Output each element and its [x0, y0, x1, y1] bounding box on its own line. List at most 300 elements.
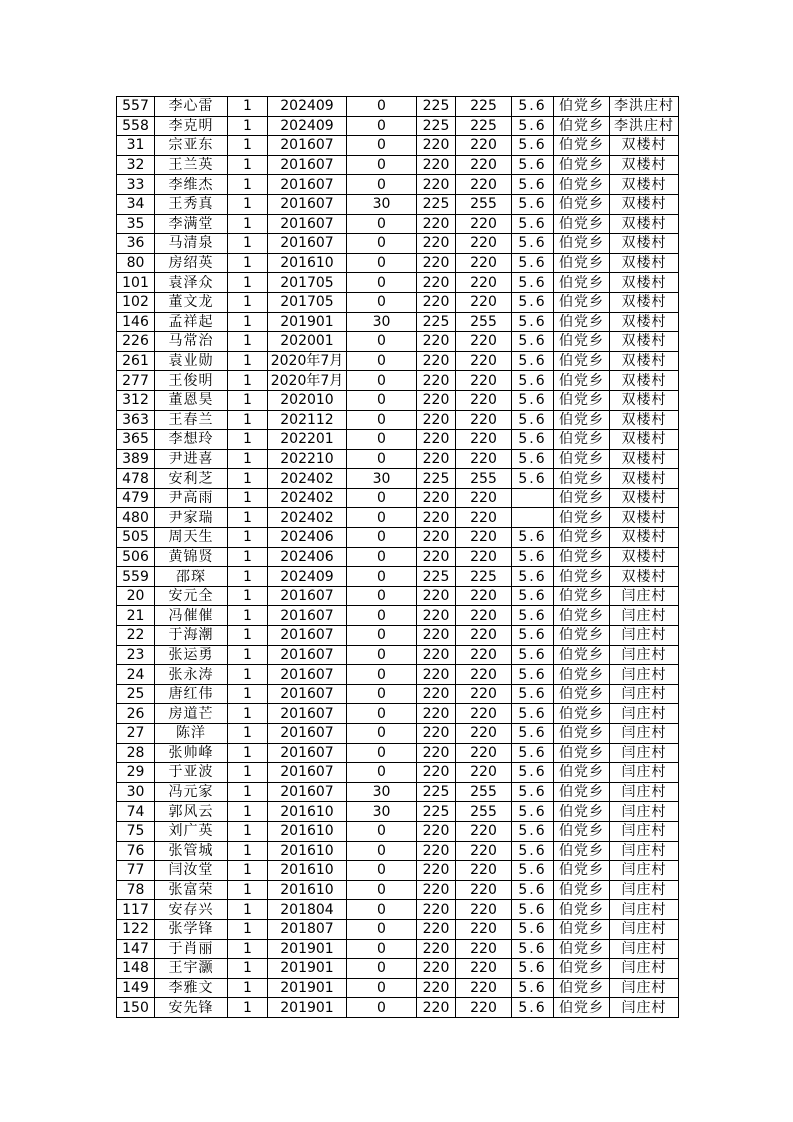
table-row: [117, 763, 679, 783]
extra-amount-cell: 0: [347, 155, 417, 175]
name-cell: 尹进喜: [155, 449, 228, 469]
base-amount-cell: 225: [417, 116, 456, 136]
rate-cell: 5.6: [512, 626, 554, 646]
row-number-cell: 277: [117, 371, 155, 391]
total-amount-cell: 225: [456, 97, 512, 117]
rate-cell: 5.6: [512, 430, 554, 450]
date-cell: 201607: [268, 175, 347, 195]
township-cell: 伯党乡: [554, 919, 610, 939]
base-amount-cell: 220: [417, 841, 456, 861]
rate-cell: 5.6: [512, 645, 554, 665]
township-cell: 伯党乡: [554, 351, 610, 371]
table-row: [117, 782, 679, 802]
village-cell: 双楼村: [610, 332, 679, 352]
township-cell: 伯党乡: [554, 116, 610, 136]
name-cell: 袁业勋: [155, 351, 228, 371]
date-cell: 2020年7月: [268, 351, 347, 371]
name-cell: 王春兰: [155, 410, 228, 430]
village-cell: 双楼村: [610, 351, 679, 371]
date-cell: 201607: [268, 782, 347, 802]
extra-amount-cell: 0: [347, 488, 417, 508]
row-number-cell: 26: [117, 704, 155, 724]
total-amount-cell: 220: [456, 665, 512, 685]
extra-amount-cell: 0: [347, 214, 417, 234]
row-number-cell: 30: [117, 782, 155, 802]
total-amount-cell: 220: [456, 684, 512, 704]
base-amount-cell: 220: [417, 939, 456, 959]
rate-cell: 5.6: [512, 998, 554, 1018]
name-cell: 袁泽众: [155, 273, 228, 293]
count-cell: 1: [228, 430, 268, 450]
table-row: [117, 253, 679, 273]
date-cell: 201607: [268, 194, 347, 214]
base-amount-cell: 220: [417, 684, 456, 704]
total-amount-cell: 220: [456, 214, 512, 234]
date-cell: 201610: [268, 802, 347, 822]
date-cell: 202406: [268, 528, 347, 548]
name-cell: 李克明: [155, 116, 228, 136]
township-cell: 伯党乡: [554, 821, 610, 841]
row-number-cell: 365: [117, 430, 155, 450]
village-cell: 李洪庄村: [610, 116, 679, 136]
count-cell: 1: [228, 743, 268, 763]
extra-amount-cell: 30: [347, 312, 417, 332]
rate-cell: 5.6: [512, 724, 554, 744]
extra-amount-cell: 0: [347, 724, 417, 744]
village-cell: 双楼村: [610, 253, 679, 273]
name-cell: 张学锋: [155, 919, 228, 939]
count-cell: 1: [228, 155, 268, 175]
rate-cell: 5.6: [512, 586, 554, 606]
table-row: [117, 488, 679, 508]
table-row: [117, 861, 679, 881]
count-cell: 1: [228, 782, 268, 802]
base-amount-cell: 220: [417, 449, 456, 469]
extra-amount-cell: 0: [347, 645, 417, 665]
row-number-cell: 363: [117, 410, 155, 430]
row-number-cell: 558: [117, 116, 155, 136]
row-number-cell: 479: [117, 488, 155, 508]
table-row: [117, 978, 679, 998]
base-amount-cell: 220: [417, 332, 456, 352]
extra-amount-cell: 0: [347, 841, 417, 861]
base-amount-cell: 225: [417, 97, 456, 117]
row-number-cell: 506: [117, 547, 155, 567]
date-cell: 202402: [268, 488, 347, 508]
date-cell: 202210: [268, 449, 347, 469]
township-cell: 伯党乡: [554, 567, 610, 587]
rate-cell: 5.6: [512, 606, 554, 626]
row-number-cell: 478: [117, 469, 155, 489]
rate-cell: 5.6: [512, 155, 554, 175]
table-row: [117, 410, 679, 430]
rate-cell: 5.6: [512, 371, 554, 391]
name-cell: 房道芒: [155, 704, 228, 724]
extra-amount-cell: 0: [347, 763, 417, 783]
township-cell: 伯党乡: [554, 273, 610, 293]
extra-amount-cell: 0: [347, 626, 417, 646]
base-amount-cell: 220: [417, 410, 456, 430]
row-number-cell: 78: [117, 880, 155, 900]
village-cell: 双楼村: [610, 136, 679, 156]
village-cell: 双楼村: [610, 292, 679, 312]
rate-cell: 5.6: [512, 880, 554, 900]
township-cell: 伯党乡: [554, 841, 610, 861]
rate-cell: 5.6: [512, 351, 554, 371]
total-amount-cell: 220: [456, 253, 512, 273]
date-cell: 202112: [268, 410, 347, 430]
village-cell: 双楼村: [610, 214, 679, 234]
count-cell: 1: [228, 567, 268, 587]
table-row: [117, 567, 679, 587]
date-cell: 201901: [268, 978, 347, 998]
table-row: [117, 821, 679, 841]
base-amount-cell: 220: [417, 390, 456, 410]
name-cell: 宗亚东: [155, 136, 228, 156]
village-cell: 闫庄村: [610, 841, 679, 861]
rate-cell: 5.6: [512, 116, 554, 136]
date-cell: 201901: [268, 939, 347, 959]
total-amount-cell: 220: [456, 371, 512, 391]
township-cell: 伯党乡: [554, 410, 610, 430]
base-amount-cell: 220: [417, 528, 456, 548]
count-cell: 1: [228, 312, 268, 332]
row-number-cell: 76: [117, 841, 155, 861]
total-amount-cell: 220: [456, 410, 512, 430]
rate-cell: [512, 508, 554, 528]
township-cell: 伯党乡: [554, 626, 610, 646]
table-row: [117, 97, 679, 117]
village-cell: 双楼村: [610, 528, 679, 548]
base-amount-cell: 220: [417, 488, 456, 508]
village-cell: 闫庄村: [610, 724, 679, 744]
rate-cell: 5.6: [512, 449, 554, 469]
base-amount-cell: 220: [417, 253, 456, 273]
rate-cell: 5.6: [512, 704, 554, 724]
name-cell: 于亚波: [155, 763, 228, 783]
date-cell: 201607: [268, 645, 347, 665]
row-number-cell: 80: [117, 253, 155, 273]
total-amount-cell: 220: [456, 586, 512, 606]
township-cell: 伯党乡: [554, 371, 610, 391]
table-row: [117, 273, 679, 293]
total-amount-cell: 220: [456, 978, 512, 998]
village-cell: 闫庄村: [610, 606, 679, 626]
total-amount-cell: 220: [456, 998, 512, 1018]
extra-amount-cell: 0: [347, 430, 417, 450]
table-row: [117, 586, 679, 606]
row-number-cell: 312: [117, 390, 155, 410]
extra-amount-cell: 0: [347, 586, 417, 606]
rate-cell: 5.6: [512, 390, 554, 410]
total-amount-cell: 220: [456, 332, 512, 352]
date-cell: 201607: [268, 743, 347, 763]
name-cell: 王宇灏: [155, 959, 228, 979]
count-cell: 1: [228, 704, 268, 724]
date-cell: 201607: [268, 724, 347, 744]
rate-cell: 5.6: [512, 861, 554, 881]
township-cell: 伯党乡: [554, 528, 610, 548]
township-cell: 伯党乡: [554, 939, 610, 959]
village-cell: 闫庄村: [610, 626, 679, 646]
total-amount-cell: 220: [456, 626, 512, 646]
township-cell: 伯党乡: [554, 665, 610, 685]
count-cell: 1: [228, 194, 268, 214]
row-number-cell: 27: [117, 724, 155, 744]
count-cell: 1: [228, 175, 268, 195]
village-cell: 闫庄村: [610, 743, 679, 763]
village-cell: 双楼村: [610, 234, 679, 254]
village-cell: 闫庄村: [610, 959, 679, 979]
base-amount-cell: 225: [417, 194, 456, 214]
village-cell: 双楼村: [610, 547, 679, 567]
table-row: [117, 704, 679, 724]
extra-amount-cell: 0: [347, 390, 417, 410]
row-number-cell: 23: [117, 645, 155, 665]
township-cell: 伯党乡: [554, 234, 610, 254]
rate-cell: 5.6: [512, 900, 554, 920]
total-amount-cell: 220: [456, 449, 512, 469]
table-row: [117, 743, 679, 763]
extra-amount-cell: 0: [347, 332, 417, 352]
rate-cell: 5.6: [512, 273, 554, 293]
name-cell: 冯元家: [155, 782, 228, 802]
total-amount-cell: 220: [456, 645, 512, 665]
township-cell: 伯党乡: [554, 175, 610, 195]
table-row: [117, 136, 679, 156]
extra-amount-cell: 0: [347, 175, 417, 195]
rate-cell: 5.6: [512, 528, 554, 548]
base-amount-cell: 225: [417, 469, 456, 489]
name-cell: 于肖丽: [155, 939, 228, 959]
township-cell: 伯党乡: [554, 782, 610, 802]
table-row: [117, 606, 679, 626]
count-cell: 1: [228, 586, 268, 606]
count-cell: 1: [228, 390, 268, 410]
village-cell: 双楼村: [610, 508, 679, 528]
row-number-cell: 149: [117, 978, 155, 998]
table-row: [117, 508, 679, 528]
base-amount-cell: 220: [417, 880, 456, 900]
row-number-cell: 24: [117, 665, 155, 685]
table-row: [117, 665, 679, 685]
base-amount-cell: 220: [417, 371, 456, 391]
date-cell: 202010: [268, 390, 347, 410]
date-cell: 201607: [268, 155, 347, 175]
date-cell: 201610: [268, 821, 347, 841]
rate-cell: 5.6: [512, 841, 554, 861]
total-amount-cell: 220: [456, 508, 512, 528]
date-cell: 201807: [268, 919, 347, 939]
township-cell: 伯党乡: [554, 606, 610, 626]
count-cell: 1: [228, 136, 268, 156]
count-cell: 1: [228, 547, 268, 567]
township-cell: 伯党乡: [554, 724, 610, 744]
row-number-cell: 557: [117, 97, 155, 117]
name-cell: 邵琛: [155, 567, 228, 587]
count-cell: 1: [228, 821, 268, 841]
date-cell: 201607: [268, 704, 347, 724]
table-row: [117, 724, 679, 744]
township-cell: 伯党乡: [554, 743, 610, 763]
total-amount-cell: 255: [456, 802, 512, 822]
name-cell: 安存兴: [155, 900, 228, 920]
table-row: [117, 469, 679, 489]
extra-amount-cell: 30: [347, 802, 417, 822]
name-cell: 李雅文: [155, 978, 228, 998]
extra-amount-cell: 0: [347, 292, 417, 312]
total-amount-cell: 220: [456, 919, 512, 939]
row-number-cell: 20: [117, 586, 155, 606]
count-cell: 1: [228, 959, 268, 979]
name-cell: 张帅峰: [155, 743, 228, 763]
village-cell: 闫庄村: [610, 861, 679, 881]
name-cell: 冯催催: [155, 606, 228, 626]
extra-amount-cell: 0: [347, 371, 417, 391]
date-cell: 201901: [268, 998, 347, 1018]
table-row: [117, 919, 679, 939]
name-cell: 尹家瑞: [155, 508, 228, 528]
village-cell: 闫庄村: [610, 763, 679, 783]
name-cell: 安先锋: [155, 998, 228, 1018]
rate-cell: 5.6: [512, 547, 554, 567]
date-cell: 201804: [268, 900, 347, 920]
base-amount-cell: 220: [417, 214, 456, 234]
date-cell: 201610: [268, 841, 347, 861]
base-amount-cell: 220: [417, 900, 456, 920]
village-cell: 李洪庄村: [610, 97, 679, 117]
township-cell: 伯党乡: [554, 704, 610, 724]
village-cell: 双楼村: [610, 194, 679, 214]
table-row: [117, 880, 679, 900]
count-cell: 1: [228, 253, 268, 273]
township-cell: 伯党乡: [554, 488, 610, 508]
total-amount-cell: 220: [456, 606, 512, 626]
table-row: [117, 449, 679, 469]
table-row: [117, 155, 679, 175]
total-amount-cell: 220: [456, 351, 512, 371]
total-amount-cell: 220: [456, 841, 512, 861]
rate-cell: 5.6: [512, 469, 554, 489]
row-number-cell: 148: [117, 959, 155, 979]
base-amount-cell: 220: [417, 704, 456, 724]
total-amount-cell: 220: [456, 488, 512, 508]
table-row: [117, 547, 679, 567]
village-cell: 双楼村: [610, 469, 679, 489]
name-cell: 安利芝: [155, 469, 228, 489]
base-amount-cell: 220: [417, 626, 456, 646]
base-amount-cell: 225: [417, 567, 456, 587]
name-cell: 李心雷: [155, 97, 228, 117]
rate-cell: 5.6: [512, 821, 554, 841]
count-cell: 1: [228, 978, 268, 998]
name-cell: 安元全: [155, 586, 228, 606]
table-row: [117, 528, 679, 548]
total-amount-cell: 220: [456, 861, 512, 881]
table-row: [117, 214, 679, 234]
count-cell: 1: [228, 488, 268, 508]
total-amount-cell: 225: [456, 567, 512, 587]
date-cell: 201607: [268, 763, 347, 783]
name-cell: 张运勇: [155, 645, 228, 665]
table-row: [117, 802, 679, 822]
extra-amount-cell: 0: [347, 919, 417, 939]
row-number-cell: 101: [117, 273, 155, 293]
township-cell: 伯党乡: [554, 390, 610, 410]
base-amount-cell: 225: [417, 312, 456, 332]
township-cell: 伯党乡: [554, 959, 610, 979]
table-row: [117, 312, 679, 332]
total-amount-cell: 220: [456, 430, 512, 450]
village-cell: 双楼村: [610, 488, 679, 508]
row-number-cell: 77: [117, 861, 155, 881]
date-cell: 201607: [268, 214, 347, 234]
village-cell: 双楼村: [610, 390, 679, 410]
row-number-cell: 31: [117, 136, 155, 156]
count-cell: 1: [228, 234, 268, 254]
base-amount-cell: 220: [417, 606, 456, 626]
township-cell: 伯党乡: [554, 978, 610, 998]
village-cell: 闫庄村: [610, 645, 679, 665]
village-cell: 双楼村: [610, 175, 679, 195]
table-row: [117, 332, 679, 352]
extra-amount-cell: 0: [347, 900, 417, 920]
table-row: [117, 684, 679, 704]
base-amount-cell: 220: [417, 547, 456, 567]
count-cell: 1: [228, 97, 268, 117]
township-cell: 伯党乡: [554, 194, 610, 214]
table-row: [117, 430, 679, 450]
count-cell: 1: [228, 665, 268, 685]
extra-amount-cell: 0: [347, 684, 417, 704]
date-cell: 202402: [268, 469, 347, 489]
row-number-cell: 505: [117, 528, 155, 548]
base-amount-cell: 220: [417, 724, 456, 744]
table-row: [117, 194, 679, 214]
rate-cell: 5.6: [512, 214, 554, 234]
base-amount-cell: 220: [417, 508, 456, 528]
row-number-cell: 261: [117, 351, 155, 371]
row-number-cell: 35: [117, 214, 155, 234]
rate-cell: 5.6: [512, 743, 554, 763]
total-amount-cell: 220: [456, 704, 512, 724]
extra-amount-cell: 0: [347, 547, 417, 567]
row-number-cell: 102: [117, 292, 155, 312]
base-amount-cell: 220: [417, 743, 456, 763]
count-cell: 1: [228, 626, 268, 646]
row-number-cell: 146: [117, 312, 155, 332]
township-cell: 伯党乡: [554, 900, 610, 920]
count-cell: 1: [228, 332, 268, 352]
count-cell: 1: [228, 449, 268, 469]
name-cell: 董恩昊: [155, 390, 228, 410]
rate-cell: 5.6: [512, 939, 554, 959]
table-row: [117, 626, 679, 646]
date-cell: 202409: [268, 567, 347, 587]
table-row: [117, 175, 679, 195]
total-amount-cell: 220: [456, 528, 512, 548]
township-cell: 伯党乡: [554, 998, 610, 1018]
village-cell: 闫庄村: [610, 586, 679, 606]
row-number-cell: 75: [117, 821, 155, 841]
name-cell: 董文龙: [155, 292, 228, 312]
total-amount-cell: 255: [456, 469, 512, 489]
date-cell: 201607: [268, 234, 347, 254]
row-number-cell: 32: [117, 155, 155, 175]
count-cell: 1: [228, 351, 268, 371]
row-number-cell: 33: [117, 175, 155, 195]
row-number-cell: 25: [117, 684, 155, 704]
